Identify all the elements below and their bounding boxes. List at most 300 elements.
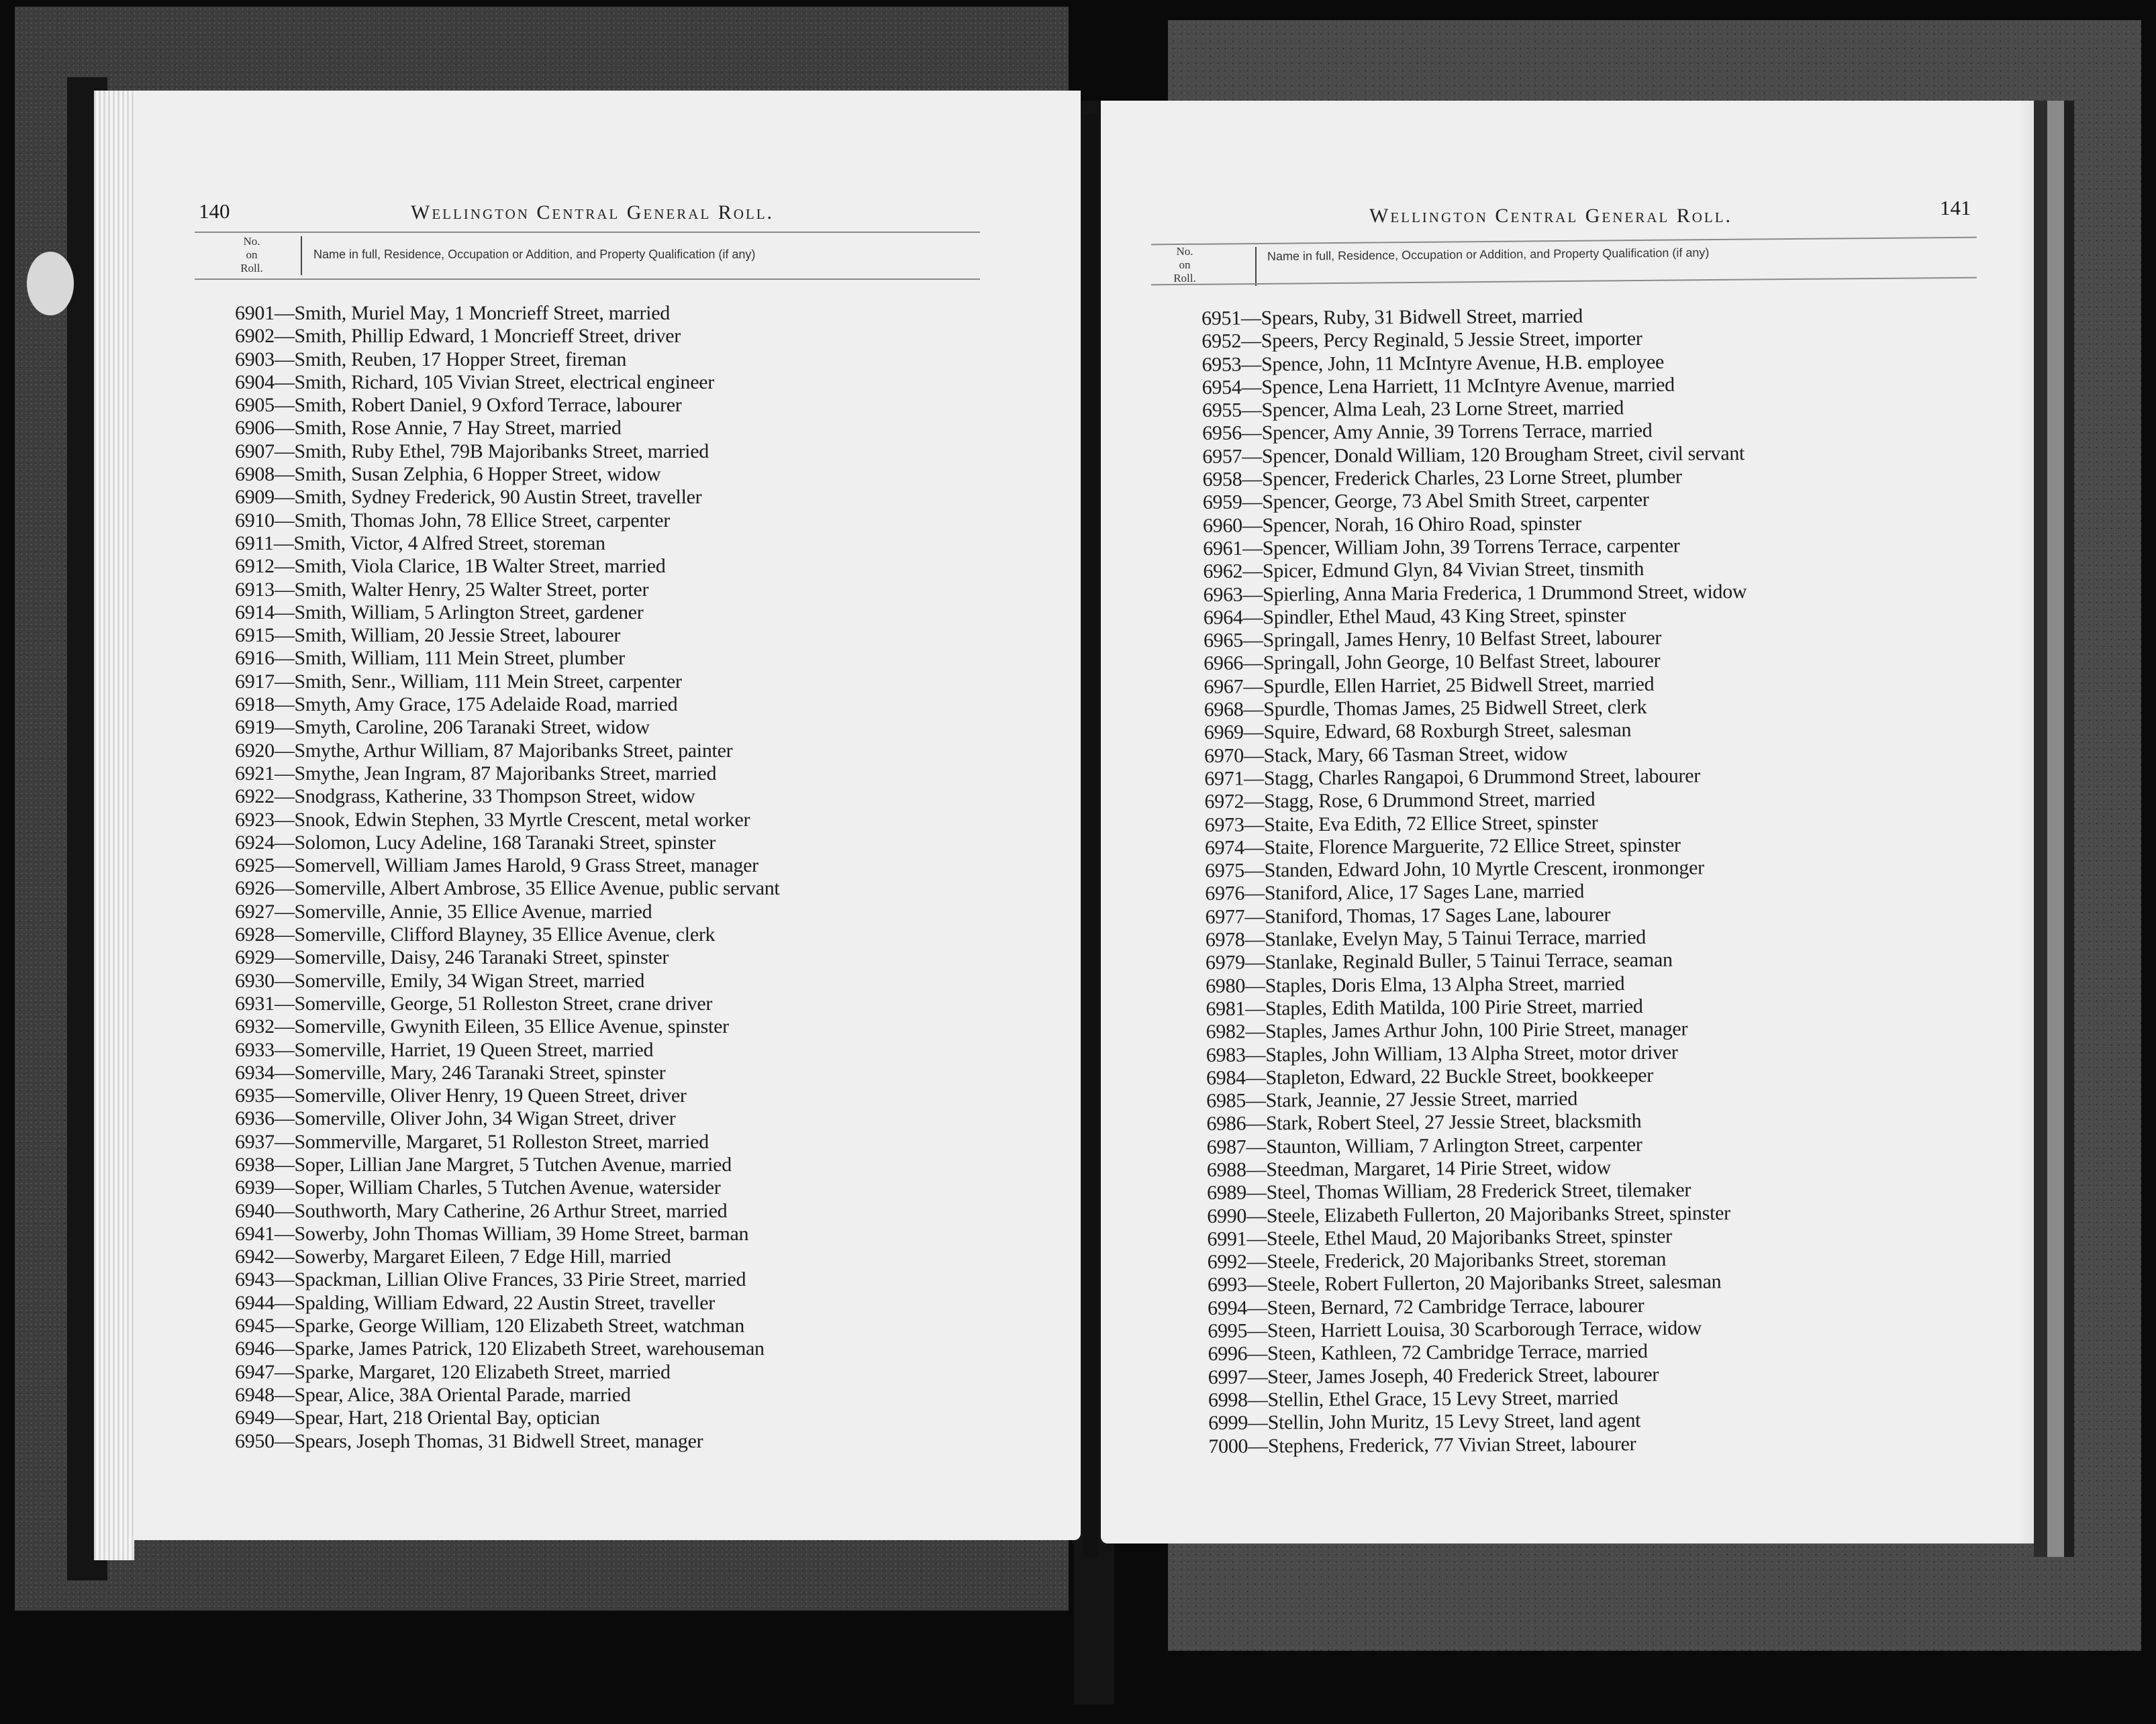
elector-details: Somerville, Gwynith Eileen, 35 Ellice Avenue, spinster bbox=[294, 1015, 729, 1038]
roll-number: 6979 bbox=[1205, 951, 1245, 974]
roll-entry bbox=[235, 854, 779, 877]
roll-number: 6984 bbox=[1206, 1066, 1246, 1089]
entry-separator: — bbox=[1247, 1342, 1268, 1365]
entry-separator: — bbox=[274, 877, 295, 900]
entry-separator: — bbox=[274, 1176, 295, 1199]
roll-entry bbox=[235, 1200, 779, 1223]
entry-separator: — bbox=[1247, 1388, 1268, 1411]
entry-separator: — bbox=[1248, 1434, 1268, 1458]
roll-number: 6996 bbox=[1208, 1342, 1248, 1366]
elector-details: Springall, John George, 10 Belfast Street, labourer bbox=[1263, 650, 1661, 674]
roll-number: 6978 bbox=[1205, 928, 1245, 951]
roll-entry bbox=[235, 1361, 779, 1384]
elector-details: Snook, Edwin Stephen, 33 Myrtle Crescent, metal worker bbox=[294, 808, 750, 831]
entry-separator: — bbox=[274, 739, 295, 762]
elector-details: Southworth, Mary Catherine, 26 Arthur Street, married bbox=[294, 1199, 728, 1222]
elector-details: Smith, Muriel May, 1 Moncrieff Street, married bbox=[294, 302, 670, 324]
entry-separator: — bbox=[1242, 491, 1263, 514]
elector-details: Staite, Eva Edith, 72 Ellice Street, spinster bbox=[1264, 811, 1598, 835]
roll-number: 6953 bbox=[1202, 353, 1242, 376]
entry-separator: — bbox=[274, 1291, 295, 1314]
elector-details: Somerville, George, 51 Rolleston Street, crane driver bbox=[294, 992, 713, 1015]
roll-number: 6957 bbox=[1202, 445, 1242, 468]
roll-number: 6912 bbox=[235, 555, 275, 578]
roll-entry bbox=[235, 1315, 779, 1337]
roll-entry bbox=[1207, 1156, 1751, 1182]
roll-number: 6907 bbox=[235, 440, 275, 462]
entry-separator: — bbox=[274, 785, 295, 808]
roll-entry bbox=[235, 1384, 779, 1407]
roll-number: 6989 bbox=[1206, 1181, 1246, 1205]
entry-separator: — bbox=[274, 1429, 295, 1452]
roll-entries-right bbox=[1202, 304, 1752, 1458]
roll-number: 6934 bbox=[235, 1061, 275, 1084]
roll-entry bbox=[1204, 580, 1747, 607]
col-on-label: on bbox=[246, 248, 258, 261]
roll-entry bbox=[1204, 649, 1747, 675]
roll-entry bbox=[1202, 419, 1746, 446]
entry-separator: — bbox=[274, 1107, 295, 1130]
roll-number: 6955 bbox=[1202, 399, 1242, 422]
roll-number: 6999 bbox=[1208, 1411, 1248, 1435]
entry-separator: — bbox=[274, 370, 295, 393]
entry-separator: — bbox=[274, 417, 295, 440]
elector-details: Stark, Jeannie, 27 Jessie Street, married bbox=[1265, 1087, 1578, 1112]
elector-details: Spencer, Frederick Charles, 23 Lorne Street, plumber bbox=[1261, 465, 1682, 491]
roll-entry bbox=[1208, 1294, 1751, 1320]
elector-details: Steele, Elizabeth Fullerton, 20 Majoribanks Street, spinster bbox=[1266, 1201, 1730, 1227]
entry-separator: — bbox=[1247, 1411, 1268, 1434]
elector-details: Stellin, John Muritz, 15 Levy Street, land agent bbox=[1267, 1409, 1641, 1434]
roll-entry bbox=[1202, 396, 1746, 422]
roll-entry bbox=[1208, 1317, 1751, 1343]
roll-entry bbox=[1206, 1064, 1750, 1090]
roll-entry bbox=[235, 647, 779, 670]
roll-number: 6969 bbox=[1204, 721, 1244, 744]
elector-details: Smith, Robert Daniel, 9 Oxford Terrace, labourer bbox=[294, 394, 682, 417]
entry-separator: — bbox=[274, 325, 295, 348]
elector-details: Steer, James Joseph, 40 Frederick Street, labourer bbox=[1267, 1363, 1659, 1388]
elector-details: Staples, Edith Matilda, 100 Pirie Street, married bbox=[1265, 995, 1643, 1020]
elector-details: Spalding, William Edward, 22 Austin Street, traveller bbox=[294, 1291, 715, 1314]
entry-separator: — bbox=[274, 1222, 295, 1245]
entry-separator: — bbox=[274, 1061, 295, 1084]
page-smudge bbox=[27, 252, 74, 315]
roll-entry bbox=[235, 785, 779, 808]
roll-entry bbox=[1203, 557, 1747, 583]
entry-separator: — bbox=[1242, 514, 1263, 537]
roll-number: 6962 bbox=[1203, 560, 1243, 583]
entry-separator: — bbox=[274, 302, 295, 324]
entry-separator: — bbox=[274, 670, 295, 693]
entry-separator: — bbox=[274, 348, 295, 370]
roll-number: 6971 bbox=[1204, 767, 1244, 790]
roll-number: 6972 bbox=[1204, 790, 1244, 813]
entry-separator: — bbox=[1246, 1297, 1267, 1319]
roll-entry bbox=[235, 417, 779, 440]
elector-details: Springall, James Henry, 10 Belfast Street, labourer bbox=[1263, 626, 1662, 652]
roll-entry bbox=[235, 740, 779, 762]
elector-details: Steele, Frederick, 20 Majoribanks Street, storeman bbox=[1267, 1248, 1667, 1273]
entry-separator: — bbox=[274, 486, 295, 509]
roll-entry bbox=[1205, 833, 1749, 860]
roll-number: 6976 bbox=[1205, 882, 1245, 905]
entry-separator: — bbox=[274, 1153, 295, 1176]
roll-entry bbox=[1204, 787, 1748, 813]
roll-number: 6919 bbox=[235, 716, 275, 739]
entry-separator: — bbox=[274, 1268, 295, 1291]
roll-number: 6966 bbox=[1204, 652, 1244, 675]
roll-entry bbox=[235, 1084, 779, 1107]
roll-number: 6931 bbox=[235, 992, 275, 1015]
roll-entry bbox=[1202, 373, 1746, 399]
elector-details: Somerville, Mary, 246 Taranaki Street, spinster bbox=[294, 1061, 666, 1084]
entry-separator: — bbox=[1246, 1273, 1267, 1297]
elector-details: Smyth, Caroline, 206 Taranaki Street, widow bbox=[294, 716, 650, 739]
roll-entry bbox=[235, 532, 779, 555]
elector-details: Staniford, Alice, 17 Sages Lane, married bbox=[1264, 880, 1585, 905]
elector-details: Spears, Joseph Thomas, 31 Bidwell Street, manager bbox=[294, 1429, 703, 1452]
entry-separator: — bbox=[1242, 606, 1263, 629]
elector-details: Stagg, Rose, 6 Drummond Street, married bbox=[1263, 788, 1596, 813]
roll-number: 6905 bbox=[235, 394, 275, 417]
elector-details: Somerville, Albert Ambrose, 35 Ellice Avenue, public servant bbox=[294, 877, 780, 900]
roll-number: 6963 bbox=[1203, 583, 1243, 606]
roll-entries-left bbox=[235, 302, 779, 1453]
roll-entry bbox=[235, 348, 779, 371]
entry-separator: — bbox=[1246, 1250, 1267, 1273]
roll-entry bbox=[1204, 603, 1747, 629]
roll-entry bbox=[1202, 465, 1746, 491]
roll-entry bbox=[235, 970, 779, 993]
elector-details: Smith, William, 20 Jessie Street, labourer bbox=[294, 624, 621, 647]
elector-details: Spence, John, 11 McIntyre Avenue, H.B. employee bbox=[1261, 350, 1665, 376]
roll-number: 6995 bbox=[1208, 1319, 1248, 1343]
roll-entry bbox=[1207, 1202, 1751, 1228]
elector-details: Smith, Victor, 4 Alfred Street, storeman bbox=[293, 531, 605, 554]
roll-number: 6967 bbox=[1204, 675, 1244, 698]
roll-entry bbox=[235, 302, 779, 325]
entry-separator: — bbox=[1241, 353, 1262, 376]
roll-number: 6974 bbox=[1204, 836, 1244, 859]
roll-entry bbox=[235, 463, 779, 486]
entry-separator: — bbox=[273, 531, 294, 554]
elector-details: Sparke, James Patrick, 120 Elizabeth Street, warehouseman bbox=[294, 1337, 765, 1360]
roll-number: 6945 bbox=[235, 1315, 275, 1337]
roll-number: 6981 bbox=[1206, 997, 1246, 1020]
roll-number: 6925 bbox=[235, 854, 275, 877]
entry-separator: — bbox=[274, 555, 295, 578]
entry-separator: — bbox=[1246, 1205, 1267, 1227]
roll-entry bbox=[1208, 1386, 1752, 1412]
roll-number: 6944 bbox=[235, 1291, 275, 1314]
elector-details: Stark, Robert Steel, 27 Jessie Street, blacksmith bbox=[1265, 1110, 1642, 1135]
elector-details: Steen, Kathleen, 72 Cambridge Terrace, married bbox=[1267, 1340, 1648, 1365]
entry-separator: — bbox=[274, 647, 295, 670]
elector-details: Smyth, Amy Grace, 175 Adelaide Road, married bbox=[294, 693, 678, 716]
column-header-number-left bbox=[232, 235, 272, 275]
column-header-description-right: Name in full, Residence, Occupation or Addition, and Property Qualification (if any) bbox=[1267, 246, 1710, 263]
roll-number: 6918 bbox=[235, 693, 275, 716]
elector-details: Spierling, Anna Maria Frederica, 1 Drummond Street, widow bbox=[1263, 580, 1747, 606]
roll-number: 6930 bbox=[235, 969, 275, 992]
roll-entry bbox=[1206, 925, 1749, 952]
roll-number: 6943 bbox=[235, 1268, 275, 1291]
elector-details: Staples, James Arthur John, 100 Pirie Street, manager bbox=[1265, 1017, 1688, 1043]
roll-number: 6908 bbox=[235, 463, 275, 486]
entry-separator: — bbox=[274, 1315, 295, 1337]
roll-number: 6948 bbox=[235, 1383, 275, 1406]
elector-details: Sowerby, Margaret Eileen, 7 Edge Hill, married bbox=[294, 1246, 671, 1268]
roll-entry bbox=[235, 1246, 779, 1268]
roll-number: 6991 bbox=[1207, 1227, 1247, 1250]
elector-details: Smith, Senr., William, 111 Mein Street, carpenter bbox=[294, 670, 682, 693]
roll-number: 6902 bbox=[235, 325, 275, 348]
roll-number: 6952 bbox=[1202, 329, 1242, 353]
roll-entry bbox=[235, 1176, 779, 1199]
roll-entry bbox=[1202, 327, 1745, 353]
entry-separator: — bbox=[274, 578, 295, 601]
entry-separator: — bbox=[1241, 329, 1261, 352]
col-roll-label: Roll. bbox=[1173, 272, 1196, 285]
roll-number: 6965 bbox=[1203, 629, 1243, 652]
roll-entry bbox=[235, 901, 779, 923]
entry-separator: — bbox=[1244, 951, 1265, 974]
roll-entry bbox=[1204, 764, 1748, 791]
elector-details: Spears, Ruby, 31 Bidwell Street, married bbox=[1261, 305, 1583, 329]
entry-separator: — bbox=[1244, 790, 1265, 813]
entry-separator: — bbox=[274, 900, 295, 923]
elector-details: Staniford, Thomas, 17 Sages Lane, labourer bbox=[1264, 903, 1611, 928]
elector-details: Staples, John William, 13 Alpha Street, motor driver bbox=[1265, 1041, 1678, 1066]
roll-entry bbox=[1204, 626, 1747, 652]
elector-details: Smith, William, 111 Mein Street, plumber bbox=[294, 647, 625, 670]
roll-entry bbox=[1204, 672, 1747, 699]
elector-details: Staunton, William, 7 Arlington Street, carpenter bbox=[1266, 1133, 1643, 1158]
entry-separator: — bbox=[274, 716, 295, 739]
roll-entry bbox=[1202, 350, 1745, 376]
elector-details: Smythe, Jean Ingram, 87 Majoribanks Street, married bbox=[294, 762, 717, 784]
roll-entry bbox=[1202, 304, 1745, 330]
col-on-label: on bbox=[1179, 258, 1191, 271]
roll-number: 6994 bbox=[1208, 1297, 1248, 1319]
roll-number: 6938 bbox=[235, 1153, 275, 1176]
entry-separator: — bbox=[1242, 560, 1263, 582]
entry-separator: — bbox=[1244, 928, 1265, 951]
elector-details: Spackman, Lillian Olive Frances, 33 Pirie Street, married bbox=[294, 1268, 746, 1291]
roll-entry bbox=[1206, 1109, 1750, 1135]
roll-number: 6947 bbox=[235, 1360, 275, 1383]
entry-separator: — bbox=[274, 1038, 295, 1061]
elector-details: Steen, Harriett Louisa, 30 Scarborough Terrace, widow bbox=[1267, 1317, 1702, 1342]
roll-entry bbox=[1204, 695, 1748, 721]
roll-entry bbox=[235, 1107, 779, 1130]
elector-details: Spicer, Edmund Glyn, 84 Vivian Street, tinsmith bbox=[1262, 558, 1645, 582]
elector-details: Smith, Richard, 105 Vivian Street, electrical engineer bbox=[294, 370, 714, 393]
page-number-right: 141 bbox=[1940, 196, 1971, 219]
col-no-label: No. bbox=[1176, 245, 1193, 258]
roll-entry bbox=[1207, 1225, 1751, 1251]
elector-details: Stagg, Charles Rangapoi, 6 Drummond Street, labourer bbox=[1263, 764, 1701, 790]
roll-entry bbox=[235, 394, 779, 417]
entry-separator: — bbox=[274, 1084, 295, 1107]
roll-number: 6927 bbox=[235, 900, 275, 923]
elector-details: Sparke, Margaret, 120 Elizabeth Street, married bbox=[294, 1360, 671, 1383]
entry-separator: — bbox=[274, 693, 295, 716]
book-gutter bbox=[1083, 114, 1098, 1557]
roll-number: 6924 bbox=[235, 831, 275, 854]
roll-entry bbox=[1204, 742, 1748, 768]
entry-separator: — bbox=[1246, 1181, 1267, 1204]
elector-details: Steedman, Margaret, 14 Pirie Street, widow bbox=[1266, 1156, 1611, 1181]
entry-separator: — bbox=[1244, 767, 1264, 790]
elector-details: Smith, Phillip Edward, 1 Moncrieff Street, driver bbox=[294, 325, 681, 348]
roll-number: 6920 bbox=[235, 739, 275, 762]
entry-separator: — bbox=[274, 808, 295, 831]
roll-entry bbox=[235, 624, 779, 647]
roll-number: 6921 bbox=[235, 762, 275, 784]
elector-details: Sparke, George William, 120 Elizabeth Street, watchman bbox=[294, 1315, 744, 1337]
roll-number: 7000 bbox=[1208, 1435, 1248, 1458]
elector-details: Spencer, Amy Annie, 39 Torrens Terrace, married bbox=[1261, 419, 1653, 444]
roll-entry bbox=[1202, 442, 1746, 468]
roll-number: 6936 bbox=[235, 1107, 275, 1130]
roll-entry bbox=[1203, 488, 1747, 514]
column-divider-left bbox=[301, 236, 302, 275]
entry-separator: — bbox=[1241, 399, 1262, 421]
elector-details: Steele, Robert Fullerton, 20 Majoribanks Street, salesman bbox=[1267, 1270, 1722, 1296]
roll-number: 6904 bbox=[235, 370, 275, 393]
roll-number: 6914 bbox=[235, 601, 275, 623]
elector-details: Smith, Sydney Frederick, 90 Austin Street, traveller bbox=[294, 486, 702, 509]
roll-entry bbox=[1208, 1248, 1751, 1274]
entry-separator: — bbox=[274, 1360, 295, 1383]
entry-separator: — bbox=[1241, 376, 1262, 399]
roll-entry bbox=[235, 509, 779, 532]
entry-separator: — bbox=[1242, 445, 1262, 468]
elector-details: Steele, Ethel Maud, 20 Majoribanks Street, spinster bbox=[1266, 1225, 1672, 1250]
roll-entry bbox=[235, 1039, 779, 1062]
roll-number: 6986 bbox=[1206, 1113, 1246, 1135]
roll-number: 6992 bbox=[1207, 1250, 1247, 1274]
entry-separator: — bbox=[274, 762, 295, 784]
roll-entry bbox=[235, 555, 779, 578]
elector-details: Smythe, Arthur William, 87 Majoribanks Street, painter bbox=[294, 739, 733, 762]
roll-entry bbox=[235, 601, 779, 624]
roll-number: 6956 bbox=[1202, 422, 1242, 445]
entry-separator: — bbox=[274, 440, 295, 462]
roll-number: 6935 bbox=[235, 1084, 275, 1107]
elector-details: Somerville, Daisy, 246 Taranaki Street, spinster bbox=[294, 946, 669, 969]
roll-number: 6937 bbox=[235, 1130, 275, 1153]
roll-entry bbox=[1206, 972, 1749, 998]
elector-details: Snodgrass, Katherine, 33 Thompson Street, widow bbox=[294, 785, 695, 808]
entry-separator: — bbox=[1242, 652, 1263, 675]
elector-details: Spencer, William John, 39 Torrens Terrace, carpenter bbox=[1262, 534, 1680, 560]
elector-details: Stanlake, Reginald Buller, 5 Tainui Terrace, seaman bbox=[1265, 949, 1673, 974]
roll-number: 6915 bbox=[235, 624, 275, 647]
roll-number: 6958 bbox=[1202, 468, 1242, 491]
roll-number: 6998 bbox=[1208, 1388, 1248, 1411]
roll-entry bbox=[235, 670, 779, 693]
column-divider-right bbox=[1255, 247, 1257, 286]
roll-number: 6951 bbox=[1202, 307, 1242, 329]
roll-entry bbox=[1206, 1017, 1749, 1044]
elector-details: Smith, Thomas John, 78 Ellice Street, carpenter bbox=[294, 509, 670, 531]
roll-number: 6910 bbox=[235, 509, 275, 531]
elector-details: Soper, Lillian Jane Margret, 5 Tutchen Avenue, married bbox=[294, 1153, 732, 1176]
roll-entry bbox=[235, 946, 779, 969]
entry-separator: — bbox=[274, 923, 295, 946]
roll-entry bbox=[1208, 1270, 1751, 1297]
entry-separator: — bbox=[274, 946, 295, 969]
roll-number: 6954 bbox=[1202, 376, 1242, 399]
entry-separator: — bbox=[1246, 1227, 1267, 1250]
roll-number: 6977 bbox=[1205, 905, 1245, 928]
elector-details: Somerville, Annie, 35 Ellice Avenue, married bbox=[294, 900, 652, 923]
roll-number: 6906 bbox=[235, 417, 275, 440]
entry-separator: — bbox=[1245, 1020, 1266, 1043]
roll-number: 6993 bbox=[1207, 1274, 1247, 1297]
elector-details: Solomon, Lucy Adeline, 168 Taranaki Street, spinster bbox=[294, 831, 716, 854]
roll-entry bbox=[1207, 1178, 1751, 1205]
roll-number: 6913 bbox=[235, 578, 275, 601]
elector-details: Steel, Thomas William, 28 Frederick Street, tilemaker bbox=[1266, 1178, 1692, 1204]
roll-number: 6932 bbox=[235, 1015, 275, 1038]
roll-number: 6923 bbox=[235, 808, 275, 831]
roll-number: 6964 bbox=[1203, 606, 1243, 629]
elector-details: Somerville, Oliver John, 34 Wigan Street, driver bbox=[294, 1107, 676, 1130]
entry-separator: — bbox=[1242, 629, 1263, 652]
elector-details: Smith, Viola Clarice, 1B Walter Street, married bbox=[294, 555, 666, 578]
elector-details: Smith, Ruby Ethel, 79B Majoribanks Street, married bbox=[294, 440, 709, 462]
roll-number: 6916 bbox=[235, 647, 275, 670]
entry-separator: — bbox=[1243, 721, 1264, 744]
roll-entry bbox=[235, 1223, 779, 1246]
roll-number: 6982 bbox=[1206, 1020, 1246, 1044]
header-rule-top-left bbox=[195, 232, 980, 233]
roll-entry bbox=[235, 1015, 779, 1038]
entry-separator: — bbox=[1247, 1319, 1267, 1342]
running-head-left: Wellington Central General Roll. bbox=[411, 201, 775, 223]
roll-entry bbox=[1208, 1432, 1752, 1458]
roll-number: 6975 bbox=[1205, 859, 1245, 882]
roll-entry bbox=[1203, 534, 1747, 560]
roll-number: 6950 bbox=[235, 1429, 275, 1452]
elector-details: Speers, Percy Reginald, 5 Jessie Street, importer bbox=[1261, 327, 1643, 352]
elector-details: Somerville, Emily, 34 Wigan Street, married bbox=[294, 969, 645, 992]
elector-details: Somerville, Clifford Blayney, 35 Ellice Avenue, clerk bbox=[294, 923, 716, 946]
entry-separator: — bbox=[1244, 905, 1265, 928]
roll-number: 6980 bbox=[1206, 974, 1246, 997]
roll-number: 6917 bbox=[235, 670, 275, 693]
roll-number: 6997 bbox=[1208, 1366, 1248, 1388]
col-roll-label: Roll. bbox=[240, 262, 263, 274]
elector-details: Staples, Doris Elma, 13 Alpha Street, married bbox=[1265, 972, 1625, 997]
roll-number: 6901 bbox=[235, 302, 275, 324]
roll-entry bbox=[1206, 1086, 1750, 1113]
elector-details: Somervell, William James Harold, 9 Grass Street, manager bbox=[294, 854, 758, 877]
entry-separator: — bbox=[274, 1246, 295, 1268]
roll-entry bbox=[235, 325, 779, 348]
entry-separator: — bbox=[274, 854, 295, 877]
roll-number: 6933 bbox=[235, 1038, 275, 1061]
roll-number: 6988 bbox=[1206, 1158, 1246, 1181]
entry-separator: — bbox=[274, 992, 295, 1015]
elector-details: Standen, Edward John, 10 Myrtle Crescent, ironmonger bbox=[1264, 856, 1704, 882]
elector-details: Stack, Mary, 66 Tasman Street, widow bbox=[1263, 742, 1568, 767]
page-number-left: 140 bbox=[199, 199, 230, 223]
